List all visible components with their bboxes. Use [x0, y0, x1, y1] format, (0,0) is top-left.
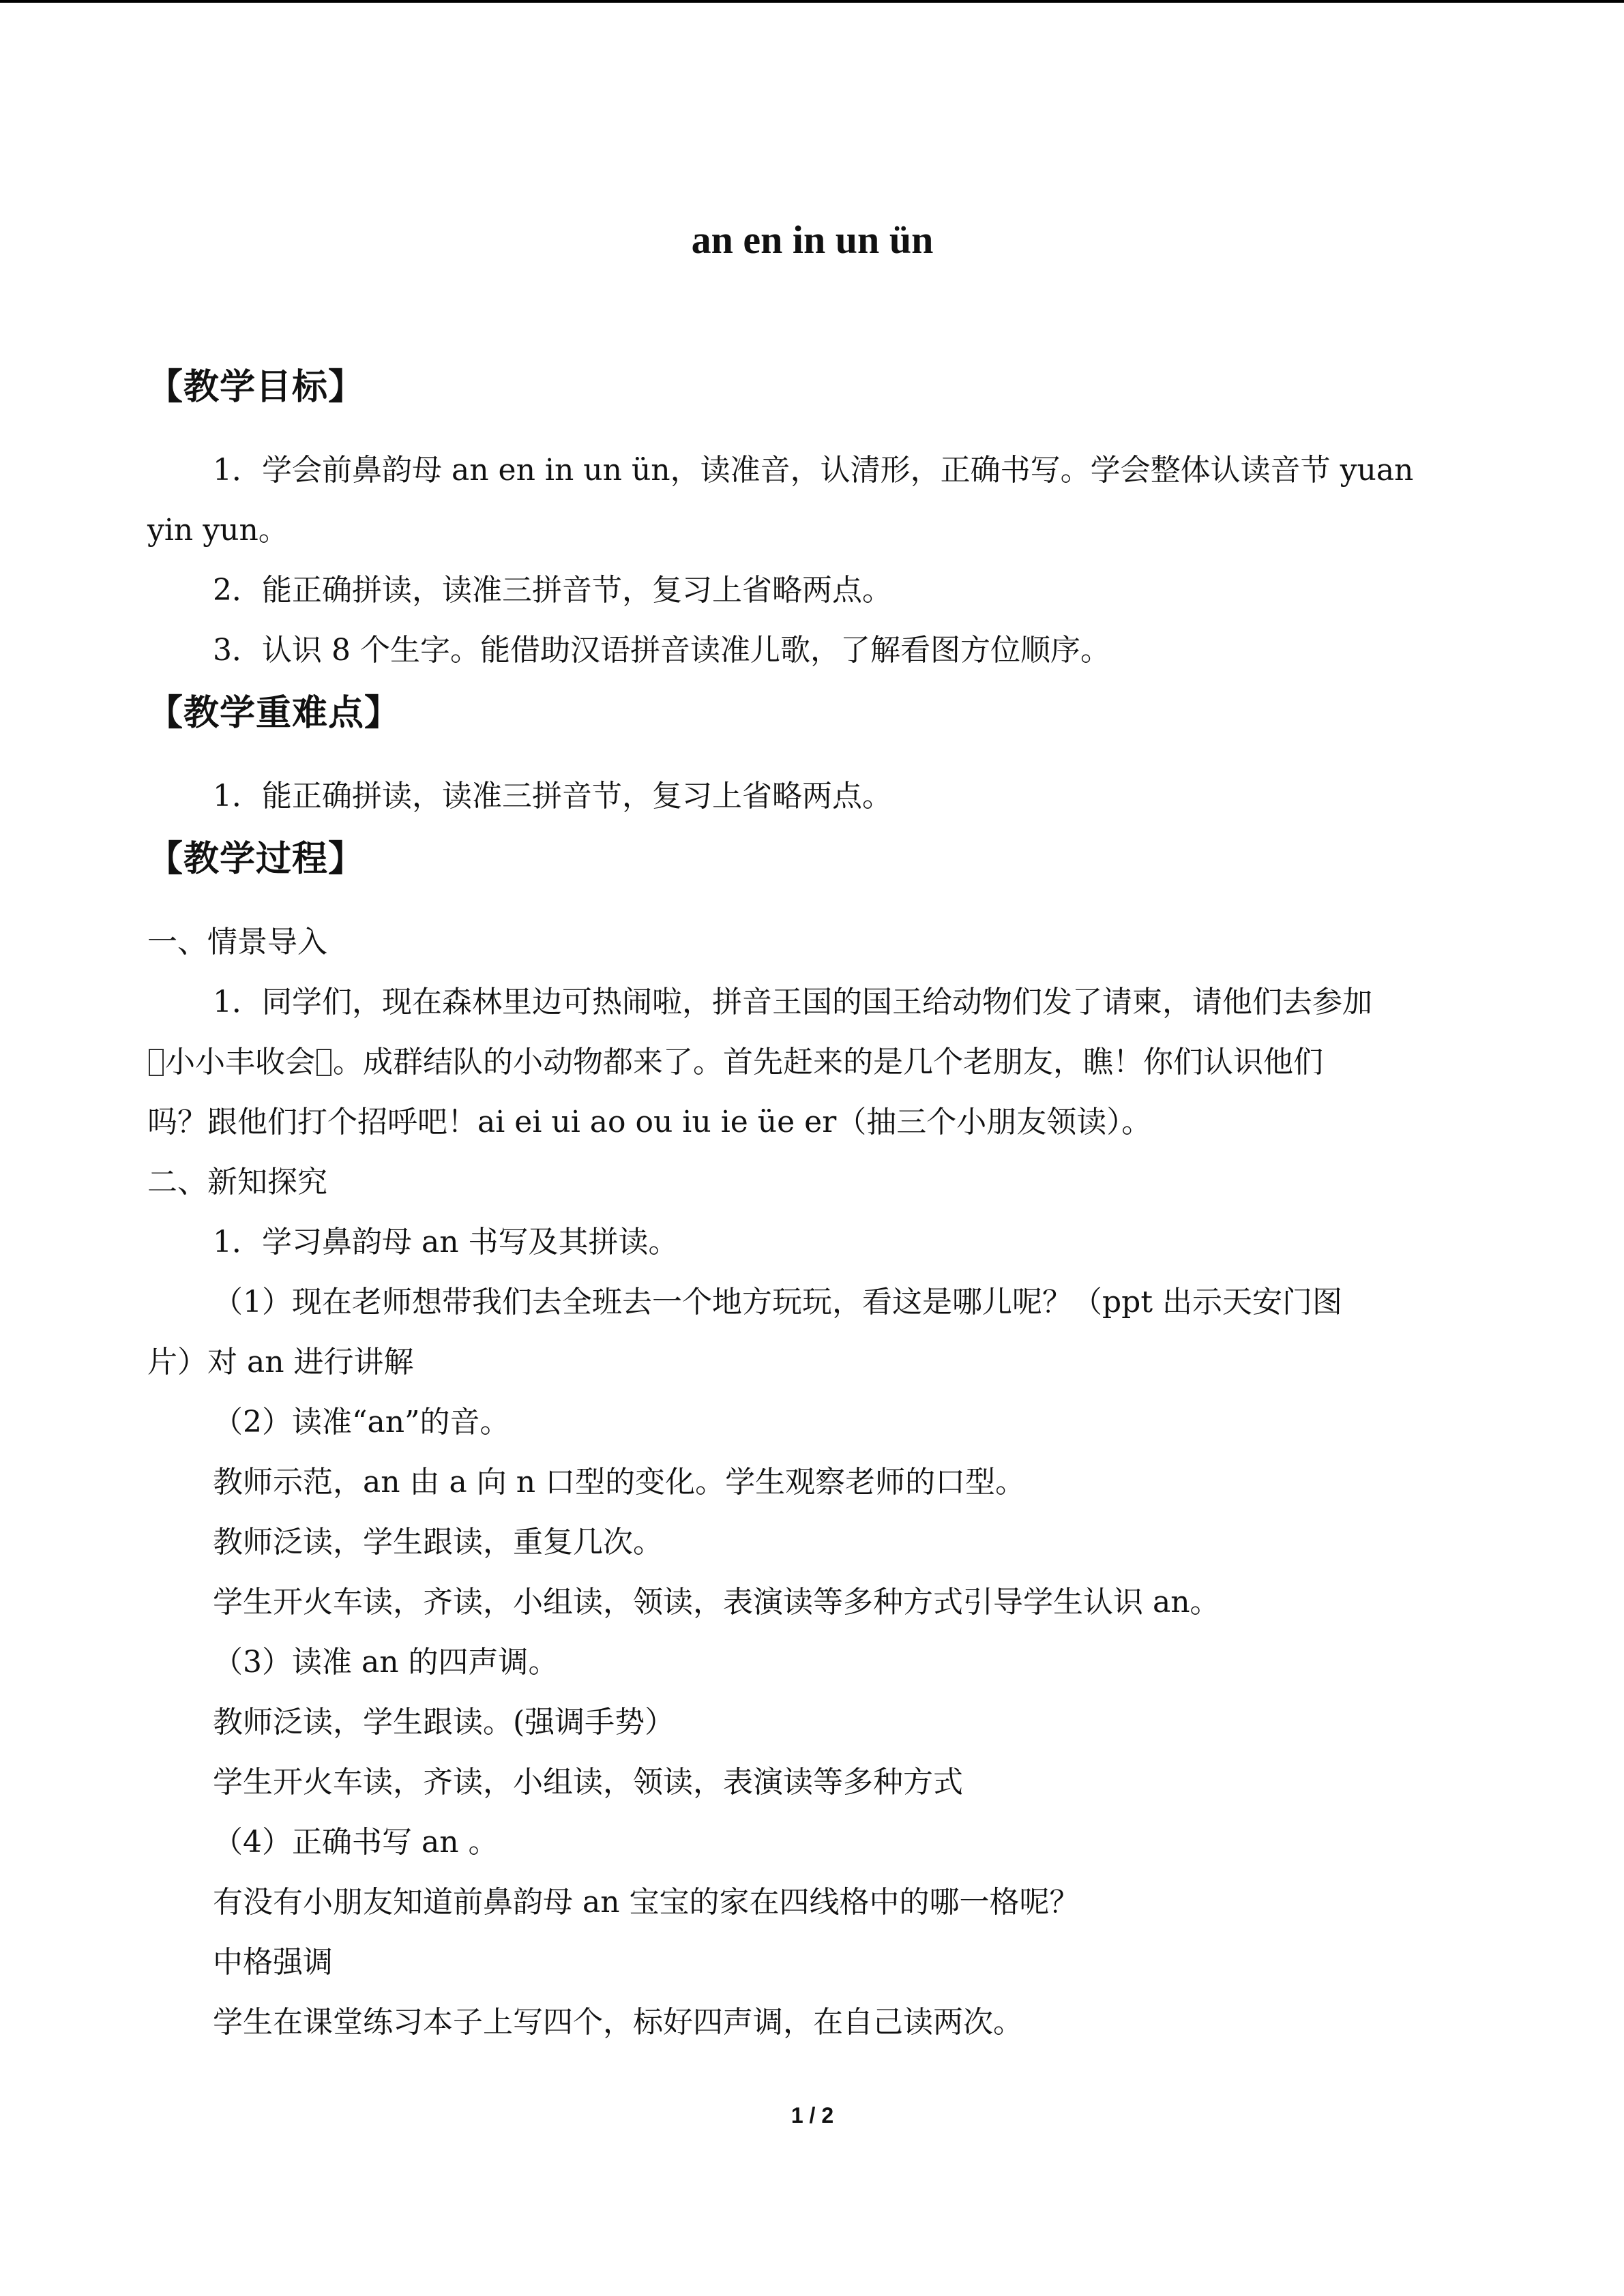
objective-item-1-continued: yin yun。: [147, 513, 289, 548]
process-line: （4）正确书写 an 。: [213, 1825, 499, 1860]
page-number: 1 / 2: [791, 2103, 834, 2128]
missing-glyph-icon: [149, 1049, 164, 1076]
key-point-item-1: 1．能正确拼读，读准三拼音节，复习上省略两点。: [213, 779, 892, 814]
objective-item-1: 1．学会前鼻韵母 an en in un ün，读准音，认清形，正确书写。学会整体认读音节 yuan: [213, 453, 1414, 488]
process-part1-line2-b: 。成群结队的小动物都来了。首先赶来的是几个老朋友，瞧！你们认识他们: [333, 1045, 1323, 1079]
process-line: 学生开火车读，齐读，小组读，领读，表演读等多种方式: [213, 1765, 963, 1800]
process-line: 中格强调: [213, 1945, 333, 1980]
section-heading-key-points: 【教学重难点】: [147, 693, 401, 734]
process-line: 教师示范，an 由 a 向 n 口型的变化。学生观察老师的口型。: [213, 1465, 1026, 1500]
objective-item-2: 2．能正确拼读，读准三拼音节，复习上省略两点。: [213, 573, 892, 608]
missing-glyph-icon: [316, 1049, 331, 1076]
process-part2-title: 二、新知探究: [147, 1165, 327, 1199]
process-line: 教师泛读，学生跟读。(强调手势）: [213, 1705, 675, 1740]
section-heading-objectives: 【教学目标】: [147, 367, 365, 408]
process-part1-title: 一、情景导入: [147, 925, 327, 959]
process-part1-line2-a: 小小丰收会: [165, 1045, 315, 1079]
process-line: 教师泛读，学生跟读，重复几次。: [213, 1525, 663, 1560]
objective-item-3: 3．认识 8 个生字。能借助汉语拼音读准儿歌，了解看图方位顺序。: [213, 633, 1110, 668]
section-heading-process: 【教学过程】: [147, 839, 365, 880]
process-line: 学生开火车读，齐读，小组读，领读，表演读等多种方式引导学生认识 an。: [213, 1585, 1220, 1620]
process-line: 学生在课堂练习本子上写四个，标好四声调，在自己读两次。: [213, 2005, 1023, 2040]
process-line: （1）现在老师想带我们去全班去一个地方玩玩，看这是哪儿呢？（ppt 出示天安门图: [213, 1285, 1342, 1320]
process-part1-line1: 1．同学们，现在森林里边可热闹啦，拼音王国的国王给动物们发了请柬，请他们去参加: [213, 985, 1372, 1019]
process-part1-line2: [147, 1032, 1484, 1092]
process-part1-line3: 吗？跟他们打个招呼吧！ai ei ui ao ou iu ie üe er（抽三个小朋友领读）。: [147, 1105, 1152, 1139]
process-line: （2）读准“an”的音。: [213, 1405, 510, 1440]
document-page: [147, 0, 1484, 2296]
process-line: 1．学习鼻韵母 an 书写及其拼读。: [213, 1225, 679, 1259]
process-line: 片）对 an 进行讲解: [147, 1345, 414, 1380]
process-line: （3）读准 an 的四声调。: [213, 1645, 559, 1680]
process-line: 有没有小朋友知道前鼻韵母 an 宝宝的家在四线格中的哪一格呢？: [213, 1885, 1080, 1920]
document-title: an en in un ün: [691, 218, 934, 262]
